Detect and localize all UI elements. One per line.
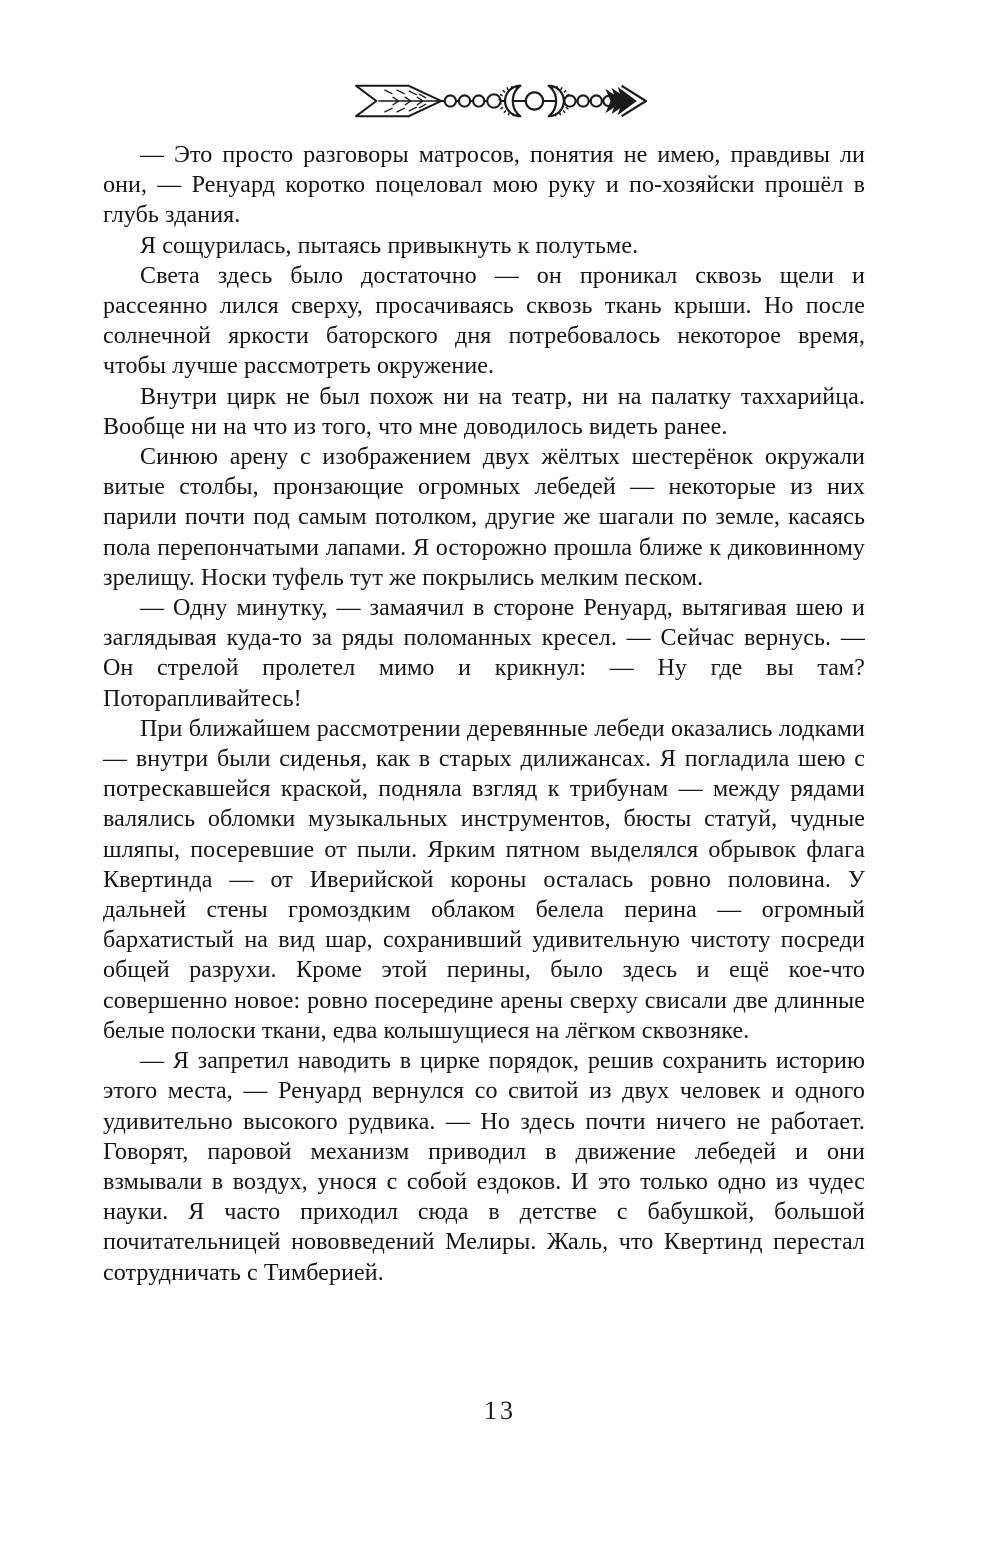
paragraph: — Я запретил наводить в цирке порядок, решив сохранить историю этого места, — Ренуард вернулся со свитой из двух человек и одного удивительно высокого рудвика. — Но здесь почти ничего не работает. Говорят, паровой механизм приводил в движение лебедей и они взмывали в воздух, унося с собой ездоков. И это только одно из чудес науки. Я часто приходил сюда в детстве с бабушкой, большой почитательницей нововведений Мелиры. Жаль, что Квертинд перестал сотрудничать с Тимберией. [103, 1048, 865, 1286]
paragraph: — Это просто разговоры матросов, понятия не имею, правдивы ли они, — Ренуард коротко поцеловал мою руку и по-хозяйски прошёл в глубь здания. [103, 142, 865, 229]
chapter-divider-ornament [0, 78, 1000, 124]
paragraph: — Одну минутку, — замаячил в стороне Ренуард, вытягивая шею и заглядывая куда-то за ряды поломанных кресел. — Сейчас вернусь. — Он стрелой пролетел мимо и крикнул: — Ну где вы там? Поторапливайтесь! [103, 595, 865, 712]
page-text [103, 140, 865, 1288]
paragraph: При ближайшем рассмотрении деревянные лебеди оказались лодками — внутри были сиденья, как в старых дилижансах. Я погладила шею с потрескавшейся краской, подняла взгляд к трибунам — между рядами валялись обломки музыкальных инструментов, бюсты статуй, чудные шляпы, посеревшие от пыли. Ярким пятном выделялся обрывок флага Квертинда — от Иверийской короны осталась ровно половина. У дальней стены громоздким облаком белела перина — огромный бархатистый на вид шар, сохранивший удивительную чистоту посреди общей разрухи. Кроме этой перины, было здесь и ещё кое-что совершенно новое: ровно посередине арены сверху свисали две длинные белые полоски ткани, едва колышущиеся на лёгком сквозняке. [103, 715, 865, 1044]
paragraph: Синюю арену с изображением двух жёлтых шестерёнок окружали витые столбы, пронзающие огромных лебедей — некоторые из них парили почти под самым потолком, другие же шагали по земле, касаясь пола перепончатыми лапами. Я осторожно прошла ближе к диковинному зрелищу. Носки туфель тут же покрылись мелким песком. [103, 444, 865, 591]
arrow-moons-ornament-icon [352, 78, 648, 124]
paragraph: Света здесь было достаточно — он проникал сквозь щели и рассеянно лился сверху, просачиваясь сквозь ткань крыши. Но после солнечной яркости баторского дня потребовалось некоторое время, чтобы лучше рассмотреть окружение. [103, 262, 865, 380]
paragraph: Внутри цирк не был похож ни на театр, ни на палатку таххарийца. Вообще ни на что из того, что мне доводилось видеть ранее. [103, 383, 865, 440]
paragraph: Я сощурилась, пытаясь привыкнуть к полутьме. [140, 232, 639, 259]
page-number: 13 [484, 1396, 516, 1425]
